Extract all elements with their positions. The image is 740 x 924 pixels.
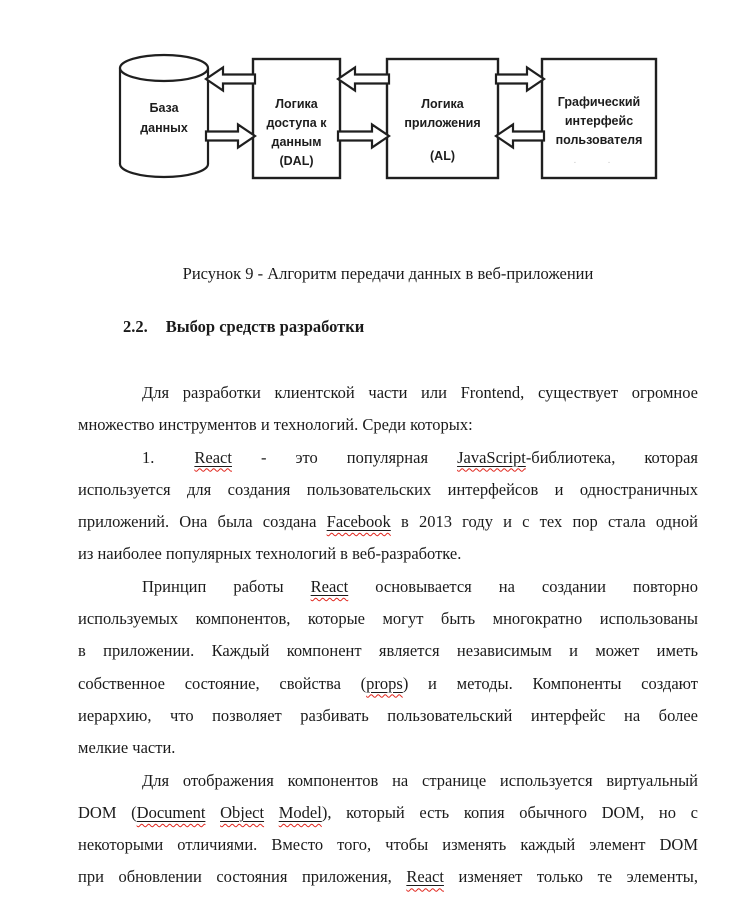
underlined-term: props [366, 673, 403, 693]
body-line-10: собственное состояние, свойства (props) и методы. Компоненты создают [78, 673, 699, 693]
spellcheck-underline [311, 577, 349, 596]
block-arrow-gui-to-al-icon [496, 125, 544, 148]
spellcheck-underline [327, 512, 391, 531]
body-line-16: при обновлении состояния приложения, React изменяет только те элементы, [78, 867, 699, 887]
underlined-term: Document [136, 802, 206, 822]
body-line-12: мелкие части. [78, 738, 176, 758]
database-label-line2: данных [140, 121, 188, 135]
block-arrow-db-to-dal-icon [206, 125, 255, 148]
body-line-14: DOM (Document Object Model), который есть копия обычного DOM, но с [78, 802, 698, 822]
underlined-term: React [194, 447, 232, 467]
body-line-15: некоторыми отличиями. Вместо того, чтобы изменять каждый элемент DOM [78, 835, 698, 855]
list-number: 1. [142, 447, 155, 467]
block-arrow-dal-to-db-icon [206, 68, 255, 91]
gui-label-line3: пользователя [555, 133, 643, 147]
body-line-5: приложений. Она была создана Facebook в 2013 году и с тех пор стала одной [78, 512, 698, 532]
gui-box [542, 59, 656, 178]
al-label-line3: (AL) [430, 149, 455, 163]
body-line-13: Для отображения компонентов на странице используется виртуальный [142, 770, 698, 790]
body-line-6: из наиболее популярных технологий в веб-разработке. [78, 544, 462, 564]
database-label-line1: База [149, 101, 179, 115]
gui-label-line1: Графический [557, 95, 641, 109]
body-line-2: множество инструментов и технологий. Среди которых: [78, 415, 473, 435]
dal-label-line4: (DAL) [279, 154, 314, 168]
body-line-8: используемых компонентов, которые могут быть многократно использованы [78, 609, 698, 629]
body-line-1: Для разработки клиентской части или Frontend, существует огромное [142, 383, 698, 402]
section-heading [123, 317, 364, 337]
body-line-4: используется для создания пользовательских интерфейсов и одностраничных [78, 479, 698, 499]
al-box [387, 59, 498, 178]
underlined-term: React [310, 576, 349, 596]
dal-label-line2: доступа к [266, 116, 327, 130]
spellcheck-underline [194, 448, 232, 467]
body-line-11: иерархию, что позволяет разбивать пользовательский интерфейс на более [78, 705, 698, 725]
underlined-term: Model [278, 802, 322, 822]
spellcheck-underline [366, 674, 403, 693]
gui-label-line2: интерфейс [564, 114, 634, 128]
architecture-diagram [110, 48, 670, 188]
underlined-term: React [406, 867, 444, 887]
figure-caption: Рисунок 9 - Алгоритм передачи данных в веб-приложении [182, 264, 594, 283]
section-title: Выбор средств разработки [165, 317, 365, 336]
body-line-7: Принцип работы React основывается на создании повторно [142, 576, 698, 596]
block-arrow-al-to-gui-icon [496, 68, 544, 91]
spellcheck-underline [220, 803, 264, 822]
spellcheck-underline [457, 448, 526, 467]
underlined-term: Facebook [326, 512, 391, 532]
gui-faint-marks: · · [573, 157, 625, 168]
section-number: 2.2. [123, 317, 148, 336]
underlined-term: Object [220, 802, 265, 822]
dal-box [253, 59, 340, 178]
dal-label-line3: данным [271, 135, 322, 149]
al-label-line2: приложения [404, 116, 481, 130]
body-text [78, 377, 698, 894]
spellcheck-underline [137, 803, 206, 822]
body-line-9: в приложении. Каждый компонент является независимым и может иметь [78, 641, 698, 661]
underlined-term: JavaScript [457, 447, 526, 467]
spellcheck-underline [279, 803, 322, 822]
body-line-3: 1. React - это популярная JavaScript-библиотека, которая [142, 447, 698, 467]
dal-label-line1: Логика [275, 97, 318, 111]
database-cylinder [120, 55, 208, 177]
block-arrow-dal-to-al-icon [338, 125, 389, 148]
block-arrow-al-to-dal-icon [338, 68, 389, 91]
al-label-line1: Логика [421, 97, 464, 111]
spellcheck-underline [406, 867, 444, 886]
